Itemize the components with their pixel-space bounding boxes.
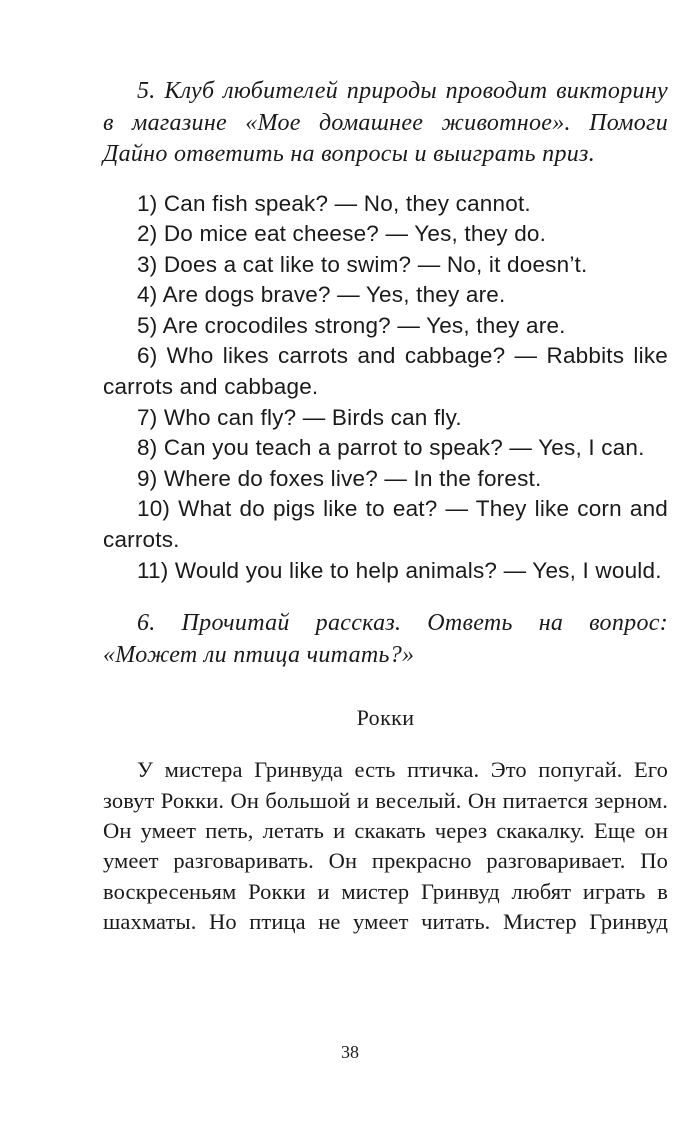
story-title: Рокки xyxy=(356,705,415,731)
qa-item-5: 5) Are crocodiles strong? — Yes, they are. xyxy=(137,312,566,338)
qa-item-7: 7) Who can fly? — Birds can fly. xyxy=(137,404,462,430)
book-page xyxy=(103,72,668,960)
task-6-instruction xyxy=(103,608,668,671)
task-6-text: 6. Прочитай рассказ. Ответь на вопрос: «Может ли птица читать?» xyxy=(103,610,668,668)
qa-item-3: 3) Does a cat like to swim? — No, it doesn’t. xyxy=(137,251,588,277)
qa-item-4: 4) Are dogs brave? — Yes, they are. xyxy=(137,282,506,308)
qa-item-2: 2) Do mice eat cheese? — Yes, they do. xyxy=(137,221,547,247)
task-5-text: 5. Клуб любителей природы проводит викторину в магазине «Мое домашнее животное». Помоги Дайно ответить на вопросы и выиграть приз. xyxy=(103,78,668,167)
qa-item-9: 9) Where do foxes live? — In the forest. xyxy=(137,465,542,491)
task-5-instruction xyxy=(103,76,668,171)
qa-item-10: 10) What do pigs like to eat? — They like corn and carrots. xyxy=(103,496,668,553)
qa-item-11: 11) Would you like to help animals? — Yes, I would. xyxy=(137,557,662,583)
qa-list xyxy=(103,189,668,587)
qa-item-6: 6) Who likes carrots and cabbage? — Rabbits like carrots and cabbage. xyxy=(103,343,668,400)
story-text: У мистера Гринвуда есть птичка. Это попугай. Его зовут Рокки. Он большой и веселый. Он питается зерном. Он умеет петь, летать и скакать через скакалку. Еще он умеет разговаривать. Он прекрасно разговаривает. По воскресеньям Рокки и мистер Гринвуд любят играть в шахматы. Но птица не умеет читать. Мистер Гринвуд xyxy=(103,757,668,935)
qa-item-1: 1) Can fish speak? — No, they cannot. xyxy=(137,190,531,216)
qa-item-8: 8) Can you teach a parrot to speak? — Yes, I can. xyxy=(137,435,645,461)
page-number: 38 xyxy=(341,1042,359,1062)
